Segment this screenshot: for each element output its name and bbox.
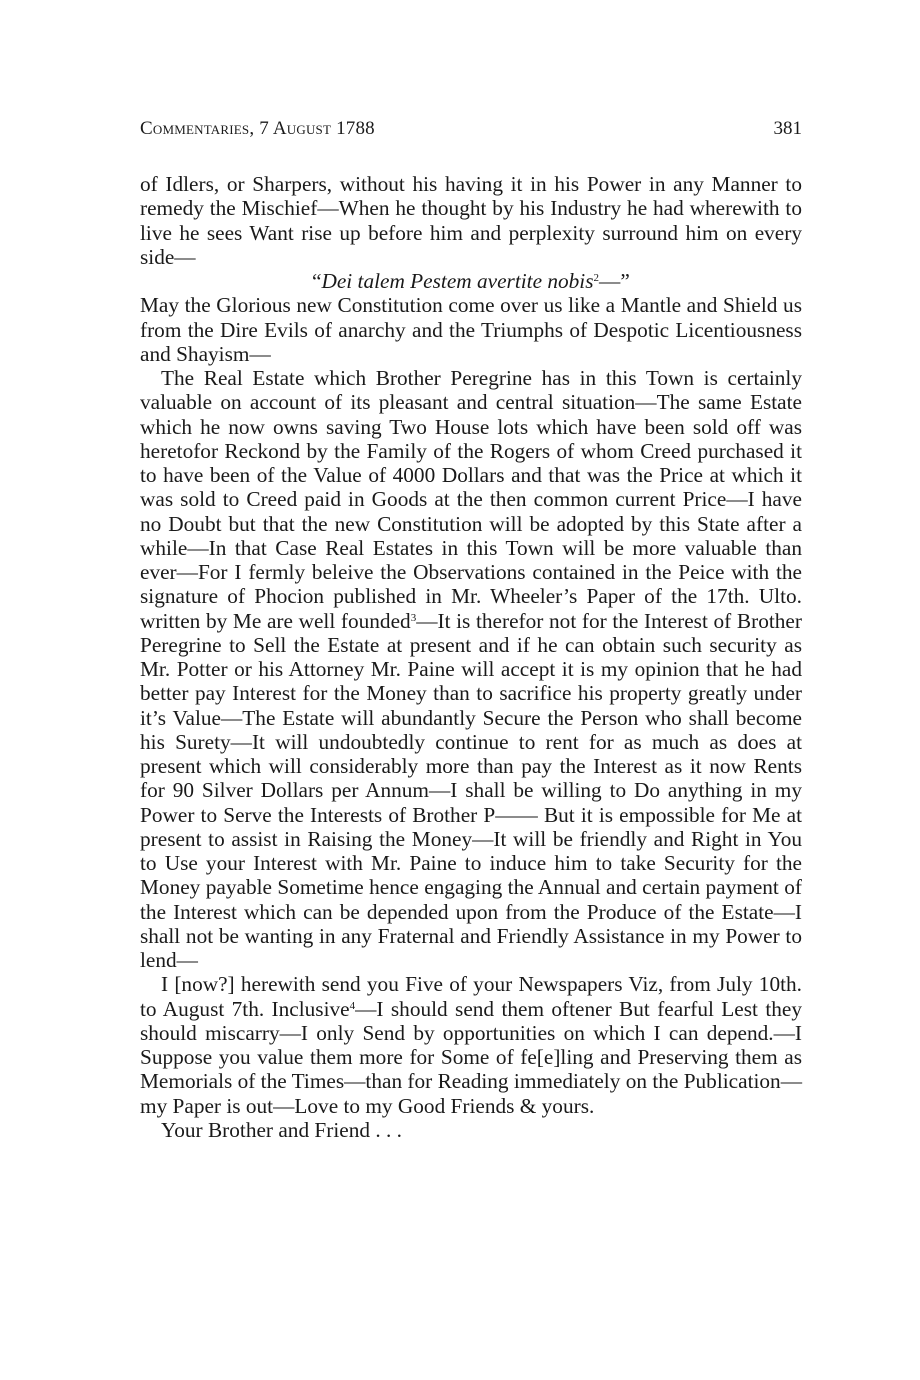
paragraph-constitution-text: May the Glorious new Constitution come over us like a Mantle and Shield us from the Dire Evils of anarchy and the Triumphs of Despotic Licentiousness and Shayism—: [140, 293, 802, 366]
paragraph-real-estate-text-b: —It is therefor not for the Interest of Brother Peregrine to Sell the Estate at present and if he can obtain such security as Mr. Potter or his Attorney Mr. Paine will accept it is my opinion that he had better pay Interest for the Money than to sacrifice his property greatly under it’s Value—The Estate will abundantly Secure the Person who shall become his Surety—It will undoubtedly continue to rent for as much as does at present which will considerably more than pay the Interest as it now Rents for 90 Silver Dollars per Annum—I shall be willing to Do anything in my Power to Serve the Interests of Brother P—— But it is empossible for Me at present to assist in Raising the Money—It will be friendly and Right in You to Use your Interest with Mr. Paine to induce him to take Security for the Money payable Sometime hence engaging the Annual and certain payment of the Interest which can be depended upon from the Produce of the Estate—I shall not be wanting in any Fraternal and Friendly Assistance in my Power to lend—: [140, 608, 802, 972]
closing-line: [140, 1118, 802, 1142]
latin-quote: [140, 269, 802, 293]
body-text: [140, 172, 802, 1142]
document-page: [140, 118, 802, 1142]
paragraph-real-estate-text-a: The Real Estate which Brother Peregrine has in this Town is certainly valuable on account of its pleasant and central situation—The same Estate which he now owns saving Two House lots which have been sold off was heretofor Reckond by the Family of the Rogers of whom Creed purchased it to have been of the Value of 4000 Dollars and that was the Price at which it was sold to Creed paid in Goods at the then common current Price—I have no Doubt but that the new Constitution will be adopted by this State after a while—In that Case Real Estates in this Town will be more valuable than ever—For I fermly beleive the Observations contained in the Peice with the signature of Phocion published in Mr. Wheeler’s Paper of the 17th. Ulto. written by Me are well founded: [140, 366, 802, 633]
quote-open-mark: “: [312, 269, 322, 293]
paragraph-constitution: [140, 293, 802, 366]
paragraph-idlers: [140, 172, 802, 269]
paragraph-newspapers-text-b: —I should send them oftener But fearful Lest they should miscarry—I only Send by opportunities on which I can depend.—I Suppose you value them more for Some of fe[e]ling and Preserving them as Memorials of the Times—than for Reading immediately on the Publication—my Paper is out—Love to my Good Friends & yours.: [140, 996, 802, 1118]
page-number: 381: [773, 118, 802, 139]
paragraph-real-estate: [140, 366, 802, 972]
running-head: [140, 118, 802, 150]
closing-text: Your Brother and Friend . . .: [161, 1117, 402, 1142]
footnote-ref-4[interactable]: 4: [349, 999, 356, 1012]
paragraph-newspapers: [140, 972, 802, 1118]
quote-close-mark: —”: [599, 269, 630, 293]
running-head-title: Commentaries, 7 August 1788: [140, 118, 375, 139]
paragraph-newspapers-text-a: I [now?] herewith send you Five of your Newspapers Viz, from July 10th. to August 7th. Inclusive: [140, 972, 802, 1021]
footnote-ref-3[interactable]: 3: [410, 611, 417, 624]
footnote-ref-2[interactable]: 2: [593, 272, 600, 284]
quote-text: Dei talem Pestem avertite nobis: [321, 269, 594, 293]
paragraph-idlers-text: of Idlers, or Sharpers, without his having it in his Power in any Manner to remedy the Mischief—When he thought by his Industry he had wherewith to live he sees Want rise up before him and perplexity surround him on every side—: [140, 172, 802, 269]
